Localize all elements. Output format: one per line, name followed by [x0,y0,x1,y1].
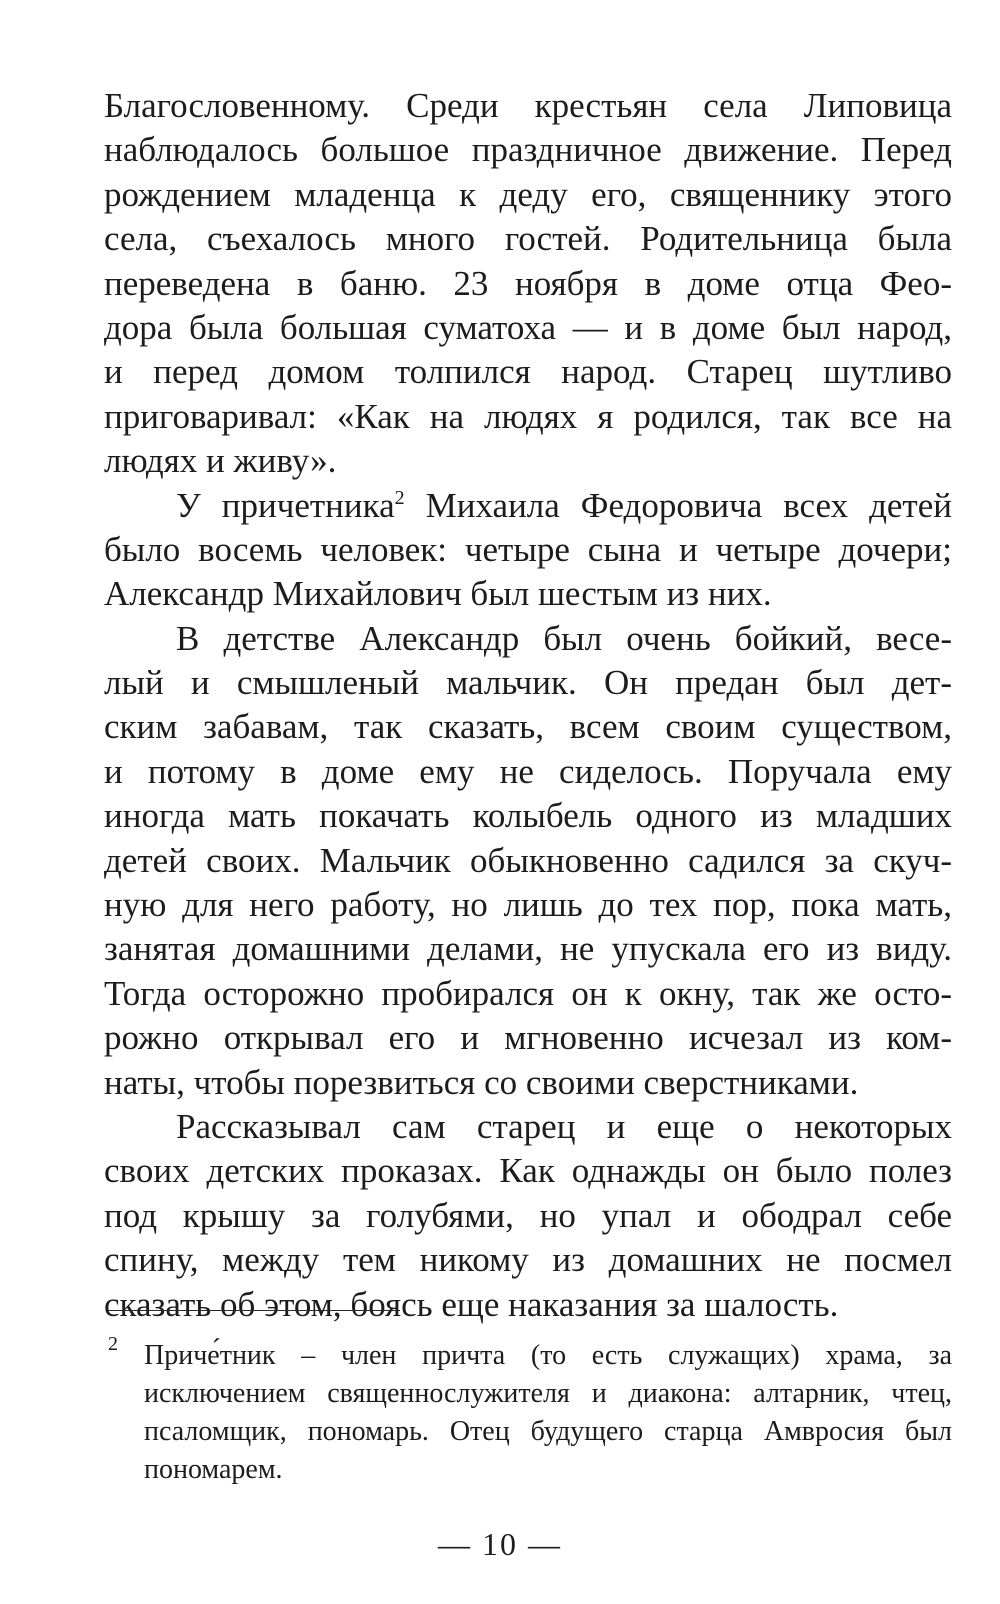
text-line: лый и смышленый мальчик. Он предан был дет- [104,663,952,703]
page-body [104,84,952,1327]
footnote-line: пономарем. [144,1454,283,1485]
text-line: наты, чтобы порезвиться со своими сверстниками. [104,1062,859,1102]
text-line: переведена в баню. 23 ноября в доме отца Фео- [104,263,952,303]
text-line: сказать об этом, боясь еще наказания за шалость. [104,1284,839,1324]
text-line: своих детских проказах. Как однажды он было полез [104,1151,952,1191]
footnote-line: исключением священнослужителя и диакона: алтарник, чтец, [144,1378,952,1409]
text-line: и перед домом толпился народ. Старец шутливо [104,352,952,392]
text-line: Александр Михайлович был шестым из них. [104,574,772,614]
text-line: дора была большая суматоха — и в доме был народ, [104,307,952,347]
text-line: Тогда осторожно пробирался он к окну, так же осто- [104,973,952,1013]
text-line: села, съехалось много гостей. Родительница была [104,219,952,259]
text-line: Рассказывал сам старец и еще о некоторых [176,1106,952,1146]
text-line: под крышу за голубями, но упал и ободрал себе [104,1195,952,1235]
page-number: — 10 — [438,1526,562,1562]
text-line: было восемь человек: четыре сына и четыре дочери; [104,529,952,569]
footnote [108,1333,952,1489]
text-line: рожно открывал его и мгновенно исчезал из ком- [104,1018,952,1058]
text-line [104,484,952,528]
text-fragment: У причетника [176,485,395,525]
text-line: ским забавам, так сказать, всем своим существом, [104,707,952,747]
text-line: и потому в доме ему не сиделось. Поручала ему [104,751,952,791]
text-line: людях и живу». [104,441,337,481]
text-line: спину, между тем никому из домашних не посмел [104,1240,952,1280]
text-line: занятая домашними делами, не упускала его из виду. [104,929,952,969]
footnote-line: псаломщик, пономарь. Отец будущего старца Амвросия был [144,1416,952,1447]
text-line: детей своих. Мальчик обыкновенно садился за скуч- [104,840,952,880]
footnote-line: Приче́тник – член причта (то есть служащих) храма, за [144,1340,952,1371]
text-line: наблюдалось большое праздничное движение. Перед [104,130,952,170]
text-line: ную для него работу, но лишь до тех пор, пока мать, [104,885,952,925]
footnote-marker: 2 [108,1333,118,1355]
text-fragment: Михаила Федоровича всех детей [425,485,952,525]
text-line: Благословенному. Среди крестьян села Липовица [104,86,952,125]
text-line: приговаривал: «Как на людях я родился, так все на [104,396,952,436]
text-line: В детстве Александр был очень бойкий, весе- [176,618,952,658]
footnote-divider [108,1310,400,1311]
footnote-reference[interactable]: 2 [394,486,405,509]
text-line: иногда мать покачать колыбель одного из младших [104,796,952,836]
text-line: рождением младенца к деду его, священнику этого [104,174,952,214]
